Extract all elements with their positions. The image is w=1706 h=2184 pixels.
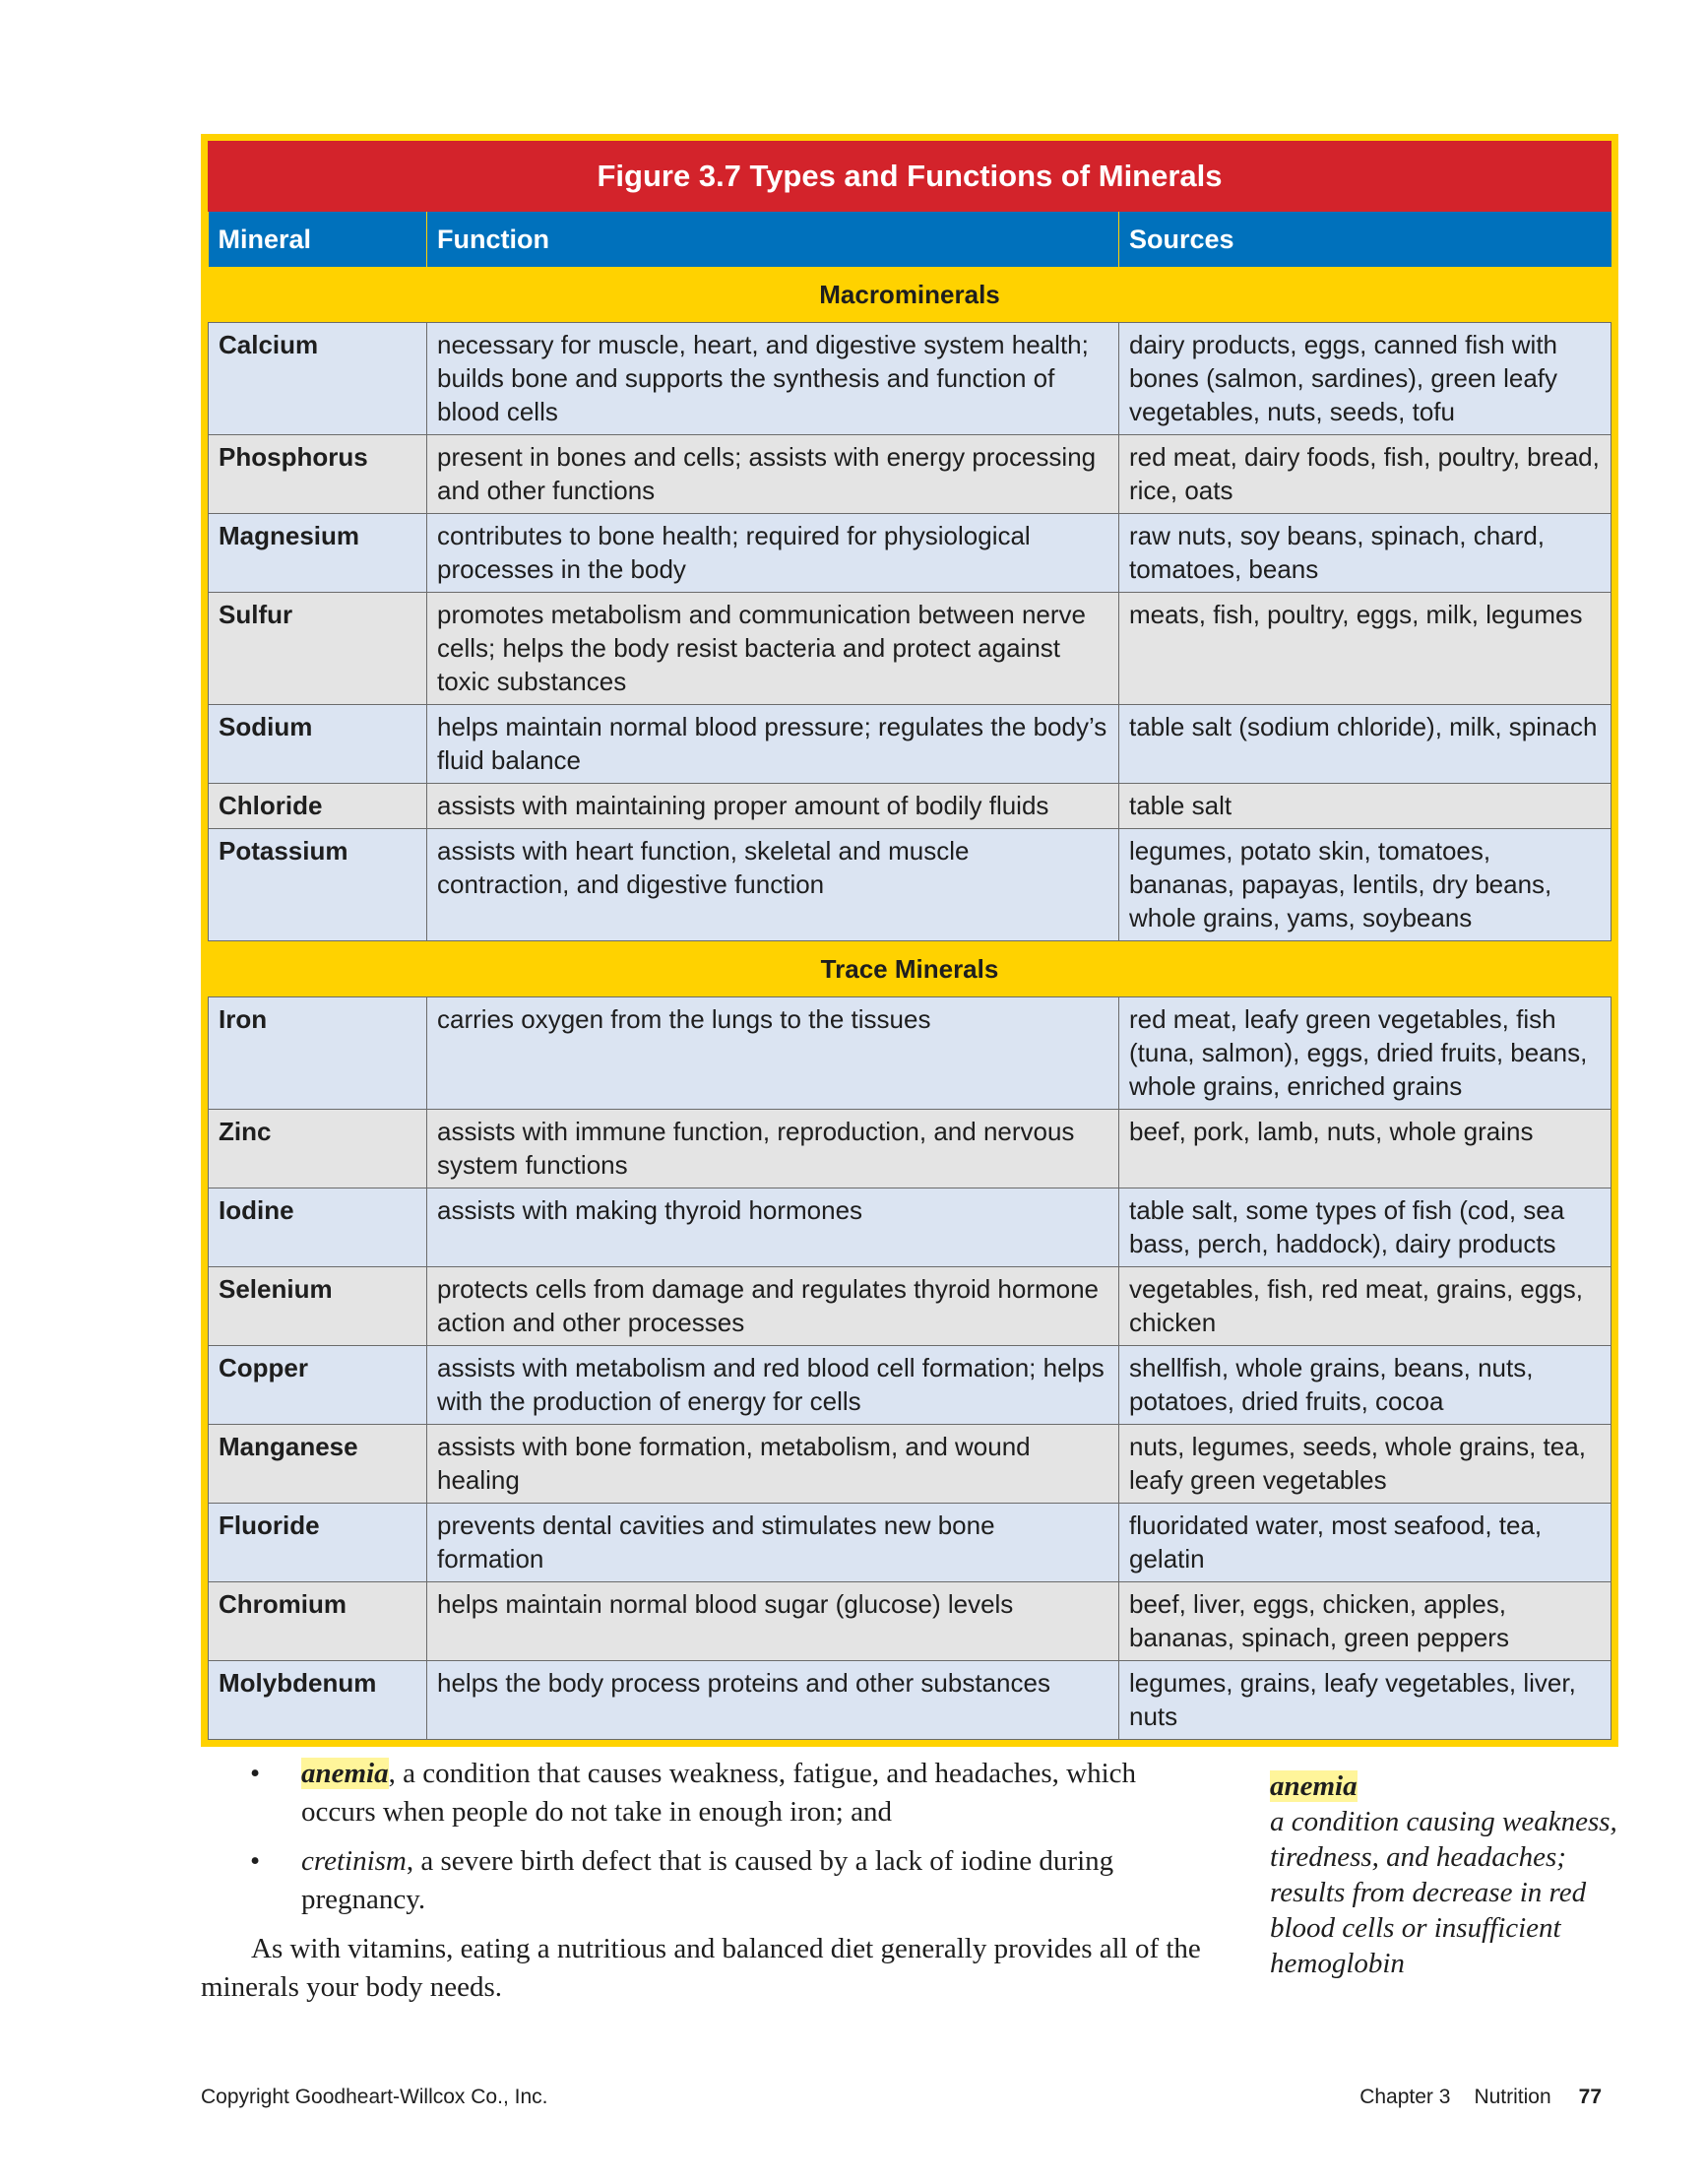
mineral-cell: Chromium	[209, 1582, 427, 1661]
table-row	[209, 514, 1611, 593]
mineral-cell: Magnesium	[209, 514, 427, 593]
mineral-cell: Molybdenum	[209, 1661, 427, 1740]
sources-cell: red meat, dairy foods, fish, poultry, bread, rice, oats	[1119, 435, 1611, 514]
sources-cell: raw nuts, soy beans, spinach, chard, tomatoes, beans	[1119, 514, 1611, 593]
function-cell: helps the body process proteins and other substances	[427, 1661, 1119, 1740]
bullet-dot: •	[250, 1845, 261, 1877]
function-cell: contributes to bone health; required for physiological processes in the body	[427, 514, 1119, 593]
table-header-row	[209, 212, 1611, 267]
mineral-cell: Iron	[209, 997, 427, 1110]
sources-cell: dairy products, eggs, canned fish with bones (salmon, sardines), green leafy vegetables, nuts, seeds, tofu	[1119, 323, 1611, 435]
table-row	[209, 323, 1611, 435]
table-body	[209, 267, 1611, 1740]
sources-cell: legumes, grains, leafy vegetables, liver, nuts	[1119, 1661, 1611, 1740]
footer-copyright: Copyright Goodheart-Willcox Co., Inc.	[201, 2086, 548, 2108]
body-text	[201, 1755, 1215, 2007]
table-row	[209, 1346, 1611, 1425]
function-cell: prevents dental cavities and stimulates new bone formation	[427, 1504, 1119, 1582]
function-cell: assists with maintaining proper amount of bodily fluids	[427, 784, 1119, 829]
table-row	[209, 1504, 1611, 1582]
table-row	[209, 593, 1611, 705]
table-row	[209, 1188, 1611, 1267]
sources-cell: legumes, potato skin, tomatoes, bananas, papayas, lentils, dry beans, whole grains, yams, soybeans	[1119, 829, 1611, 941]
function-cell: necessary for muscle, heart, and digestive system health; builds bone and supports the synthesis and function of blood cells	[427, 323, 1119, 435]
bullet-text: , a severe birth defect that is caused by a lack of iodine during pregnancy.	[301, 1845, 1114, 1915]
bullet-anemia	[201, 1755, 1215, 1831]
sources-cell: beef, pork, lamb, nuts, whole grains	[1119, 1110, 1611, 1188]
term-anemia: anemia	[301, 1758, 389, 1789]
sources-cell: vegetables, fish, red meat, grains, eggs, chicken	[1119, 1267, 1611, 1346]
mineral-cell: Calcium	[209, 323, 427, 435]
sources-cell: table salt, some types of fish (cod, sea bass, perch, haddock), dairy products	[1119, 1188, 1611, 1267]
function-cell: assists with immune function, reproduction, and nervous system functions	[427, 1110, 1119, 1188]
mineral-cell: Chloride	[209, 784, 427, 829]
function-cell: assists with heart function, skeletal and muscle contraction, and digestive function	[427, 829, 1119, 941]
table-row	[209, 997, 1611, 1110]
sources-cell: red meat, leafy green vegetables, fish (tuna, salmon), eggs, dried fruits, beans, whole grains, enriched grains	[1119, 997, 1611, 1110]
mineral-cell: Fluoride	[209, 1504, 427, 1582]
function-cell: protects cells from damage and regulates thyroid hormone action and other processes	[427, 1267, 1119, 1346]
bullet-cretinism	[201, 1842, 1215, 1919]
table-row	[209, 829, 1611, 941]
header-function: Function	[427, 212, 1119, 267]
bullet-text: , a condition that causes weakness, fatigue, and headaches, which occurs when people do not take in enough iron; and	[301, 1758, 1136, 1828]
table-row	[209, 1582, 1611, 1661]
table-row	[209, 1425, 1611, 1504]
table-row	[209, 705, 1611, 784]
section-title: Macrominerals	[209, 267, 1611, 323]
mineral-cell: Manganese	[209, 1425, 427, 1504]
mineral-figure	[201, 134, 1618, 1747]
sources-cell: nuts, legumes, seeds, whole grains, tea, leafy green vegetables	[1119, 1425, 1611, 1504]
mineral-cell: Potassium	[209, 829, 427, 941]
minerals-table	[208, 212, 1611, 1740]
sources-cell: meats, fish, poultry, eggs, milk, legumes	[1119, 593, 1611, 705]
sources-cell: table salt	[1119, 784, 1611, 829]
sources-cell: table salt (sodium chloride), milk, spinach	[1119, 705, 1611, 784]
function-cell: assists with making thyroid hormones	[427, 1188, 1119, 1267]
header-sources: Sources	[1119, 212, 1611, 267]
footer-section: Nutrition	[1474, 2086, 1551, 2108]
figure-title: Figure 3.7 Types and Functions of Minerals	[208, 141, 1611, 212]
function-cell: present in bones and cells; assists with energy processing and other functions	[427, 435, 1119, 514]
table-row	[209, 1661, 1611, 1740]
margin-glossary	[1270, 1768, 1624, 1981]
footer-chapter: Chapter 3	[1359, 2086, 1451, 2108]
mineral-cell: Selenium	[209, 1267, 427, 1346]
function-cell: assists with bone formation, metabolism, and wound healing	[427, 1425, 1119, 1504]
function-cell: helps maintain normal blood pressure; regulates the body’s fluid balance	[427, 705, 1119, 784]
section-title: Trace Minerals	[209, 941, 1611, 997]
sources-cell: fluoridated water, most seafood, tea, gelatin	[1119, 1504, 1611, 1582]
table-row	[209, 435, 1611, 514]
page-number: 77	[1578, 2086, 1602, 2108]
mineral-cell: Zinc	[209, 1110, 427, 1188]
body-paragraph: As with vitamins, eating a nutritious and balanced diet generally provides all of the minerals your body needs.	[201, 1933, 1201, 2003]
mineral-cell: Iodine	[209, 1188, 427, 1267]
mineral-cell: Copper	[209, 1346, 427, 1425]
table-row	[209, 1110, 1611, 1188]
function-cell: helps maintain normal blood sugar (glucose) levels	[427, 1582, 1119, 1661]
section-header-row	[209, 267, 1611, 323]
sources-cell: beef, liver, eggs, chicken, apples, bananas, spinach, green peppers	[1119, 1582, 1611, 1661]
table-row	[209, 1267, 1611, 1346]
function-cell: assists with metabolism and red blood cell formation; helps with the production of energy for cells	[427, 1346, 1119, 1425]
function-cell: promotes metabolism and communication between nerve cells; helps the body resist bacteria and protect against toxic substances	[427, 593, 1119, 705]
section-header-row	[209, 941, 1611, 997]
mineral-cell: Phosphorus	[209, 435, 427, 514]
sources-cell: shellfish, whole grains, beans, nuts, potatoes, dried fruits, cocoa	[1119, 1346, 1611, 1425]
term-cretinism: cretinism	[301, 1845, 407, 1877]
mineral-cell: Sulfur	[209, 593, 427, 705]
footer-page-info	[1336, 2086, 1602, 2109]
mineral-cell: Sodium	[209, 705, 427, 784]
glossary-definition: a condition causing weakness, tiredness, and headaches; results from decrease in red blood cells or insufficient hemoglobin	[1270, 1806, 1617, 1979]
glossary-term: anemia	[1270, 1770, 1358, 1802]
table-row	[209, 784, 1611, 829]
bullet-dot: •	[250, 1758, 261, 1789]
header-mineral: Mineral	[209, 212, 427, 267]
function-cell: carries oxygen from the lungs to the tissues	[427, 997, 1119, 1110]
